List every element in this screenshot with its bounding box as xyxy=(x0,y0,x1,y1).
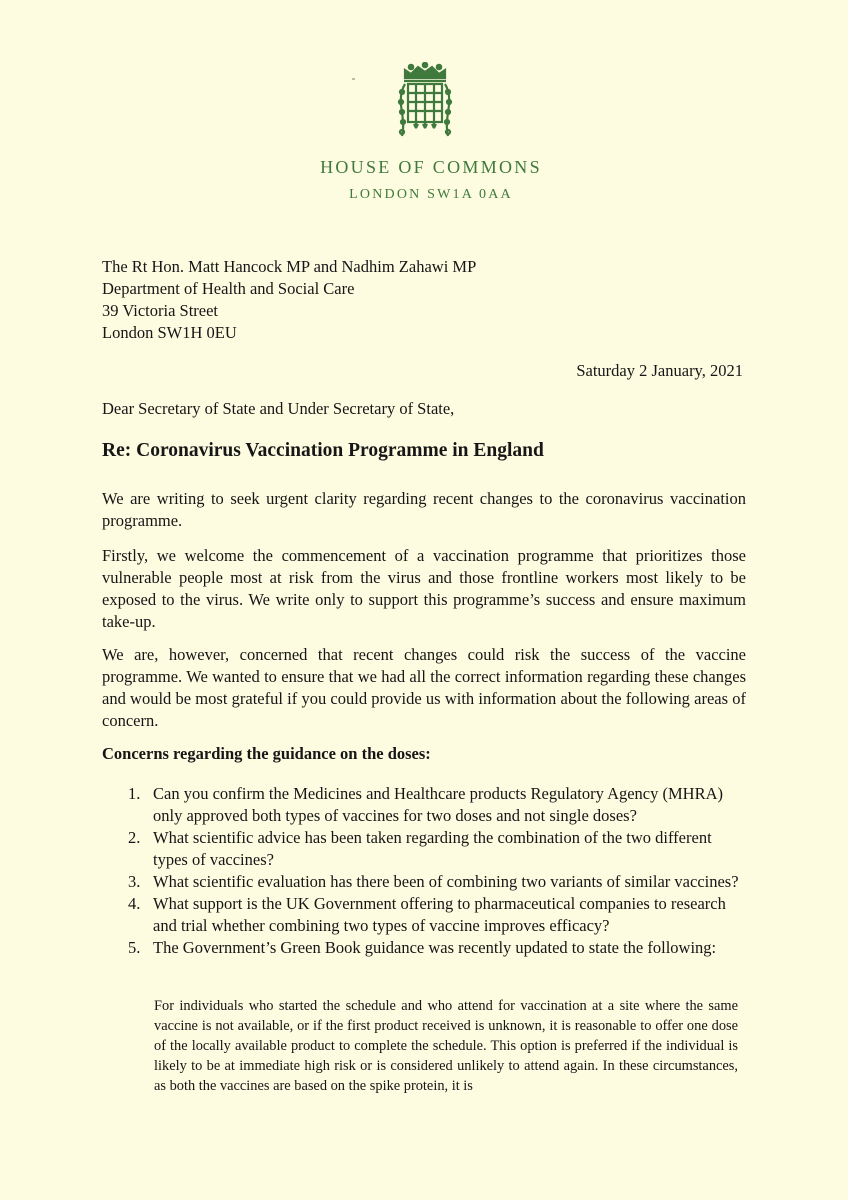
body-paragraph: We are, however, concerned that recent changes could risk the success of the vaccine programme. We wanted to ensure that we had all the correct information regarding these changes and would be most grateful if you could provide us with information about the following areas of concern. xyxy=(102,645,746,730)
list-text: Can you confirm the Medicines and Healthcare products Regulatory Agency (MHRA) only approved both types of vaccines for two doses and not single doses? xyxy=(153,784,724,825)
body-paragraph: We are writing to seek urgent clarity regarding recent changes to the coronavirus vaccination programme. xyxy=(102,489,746,530)
salutation: Dear Secretary of State and Under Secretary of State, xyxy=(102,399,455,418)
list-text: What scientific advice has been taken regarding the combination of the two different types of vaccines? xyxy=(153,828,712,869)
letterhead-address: LONDON SW1A 0AA xyxy=(349,187,513,202)
list-number: 5. xyxy=(128,938,141,957)
body-paragraph: Firstly, we welcome the commencement of a vaccination programme that prioritizes those vulnerable people most at risk from the virus and those frontline workers most likely to be exposed to the virus. We write only to support this programme’s success and ensure maximum take-up. xyxy=(102,546,746,631)
list-text: What scientific evaluation has there been of combining two variants of similar vaccines? xyxy=(153,872,739,891)
list-number: 1. xyxy=(128,784,141,803)
concerns-heading: Concerns regarding the guidance on the doses: xyxy=(102,744,431,763)
list-item xyxy=(128,871,748,893)
list-number: 3. xyxy=(128,872,141,891)
list-item xyxy=(128,827,748,871)
scan-mark xyxy=(352,78,355,80)
recipient-line: London SW1H 0EU xyxy=(102,323,237,342)
list-item xyxy=(128,937,748,959)
recipient-address xyxy=(102,256,476,344)
guidance-quote: For individuals who started the schedule and who attend for vaccination at a site where the same vaccine is not available, or if the first product received is unknown, it is reasonable to offer one dose of the locally available product to complete the schedule. This option is preferred if the individual is likely to be at immediate high risk or is considered unlikely to attend again. In these circumstances, as both the vaccines are based on the spike protein, it is xyxy=(154,998,738,1094)
letterhead-name: HOUSE OF COMMONS xyxy=(320,157,542,177)
questions-list xyxy=(128,783,748,959)
recipient-line: The Rt Hon. Matt Hancock MP and Nadhim Zahawi MP xyxy=(102,257,477,276)
letter-date: Saturday 2 January, 2021 xyxy=(576,361,743,380)
list-item xyxy=(128,783,748,827)
recipient-line: 39 Victoria Street xyxy=(102,301,219,320)
list-text: What support is the UK Government offering to pharmaceutical companies to research and trial whether combining two types of vaccine improves efficacy? xyxy=(153,894,726,935)
portcullis-crest-icon xyxy=(396,62,454,140)
list-text: The Government’s Green Book guidance was recently updated to state the following: xyxy=(153,938,717,957)
list-item xyxy=(128,893,748,937)
subject-line: Re: Coronavirus Vaccination Programme in England xyxy=(102,440,544,461)
recipient-line: Department of Health and Social Care xyxy=(102,279,355,298)
list-number: 4. xyxy=(128,894,141,913)
list-number: 2. xyxy=(128,828,141,847)
